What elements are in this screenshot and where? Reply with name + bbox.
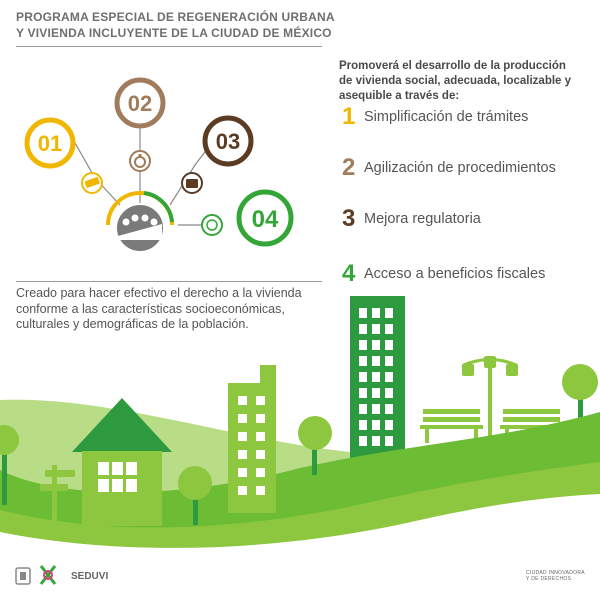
- building-window: [385, 308, 393, 318]
- building-window: [372, 388, 380, 398]
- list-item-3: [342, 206, 481, 232]
- list-label: Mejora regulatoria: [364, 211, 481, 227]
- building-window: [359, 388, 367, 398]
- building-window: [372, 308, 380, 318]
- building-window: [256, 414, 265, 423]
- description-line-3: culturales y demográficas de la población.: [16, 317, 249, 331]
- building-window: [238, 414, 247, 423]
- building-window: [385, 404, 393, 414]
- building-window: [256, 486, 265, 495]
- list-label: Acceso a beneficios fiscales: [364, 266, 546, 282]
- bubble-03: [205, 118, 251, 164]
- building-window: [359, 372, 367, 382]
- page-title: [16, 9, 346, 41]
- svg-text:01: 01: [37, 131, 63, 156]
- building-window: [372, 404, 380, 414]
- svg-text:03: 03: [215, 129, 241, 154]
- building-window: [238, 486, 247, 495]
- list-number: 3: [342, 205, 356, 232]
- building-window: [256, 432, 265, 441]
- building-window: [359, 356, 367, 366]
- slogan: [526, 570, 596, 582]
- building-window: [385, 436, 393, 446]
- building-window: [256, 450, 265, 459]
- slogan-line-1: CIUDAD INNOVADORA: [526, 570, 585, 576]
- list-item-2: [342, 155, 556, 181]
- intro-line-3: asequible a través de:: [339, 90, 460, 102]
- building-window: [372, 436, 380, 446]
- building-window: [359, 404, 367, 414]
- stopwatch-icon: [130, 151, 150, 171]
- bubble-04: [239, 192, 291, 244]
- list-label: Agilización de procedimientos: [364, 160, 556, 176]
- svg-text:04: 04: [251, 206, 279, 233]
- building-window: [372, 324, 380, 334]
- building-window: [359, 436, 367, 446]
- list-number: 1: [342, 103, 356, 130]
- description-line-1: Creado para hacer efectivo el derecho a la vivienda: [16, 286, 302, 300]
- street-lamp: [462, 356, 518, 444]
- building-window: [238, 432, 247, 441]
- list-number: 2: [342, 154, 356, 181]
- agency-name: SEDUVI: [71, 571, 109, 582]
- building-window: [372, 356, 380, 366]
- money-icon: [202, 215, 222, 235]
- building-window: [372, 340, 380, 350]
- svg-text:02: 02: [127, 91, 153, 116]
- building-window: [238, 450, 247, 459]
- building-window: [256, 468, 265, 477]
- intro-line-2: de vivienda social, adecuada, localizable y: [339, 75, 572, 87]
- process-diagram: [27, 80, 291, 252]
- list-number: 4: [342, 260, 356, 287]
- list-label: Simplificación de trámites: [364, 109, 529, 125]
- building-window: [238, 396, 247, 405]
- building-window: [385, 372, 393, 382]
- ticket-icon: [82, 173, 102, 193]
- description-divider: [16, 281, 322, 282]
- bubble-01: [27, 120, 73, 166]
- city-scene: [0, 296, 600, 600]
- intro-line-1: Promoverá el desarrollo de la producción: [339, 60, 566, 72]
- building-window: [385, 356, 393, 366]
- building-window: [385, 388, 393, 398]
- list-item-1: [342, 104, 528, 130]
- building-window: [238, 468, 247, 477]
- intro-text: [339, 59, 584, 104]
- title-divider: [16, 46, 322, 47]
- building-window: [359, 340, 367, 350]
- tall-building: [350, 296, 405, 466]
- description-text: [16, 286, 326, 333]
- building-window: [256, 396, 265, 405]
- bench-left: [420, 409, 483, 443]
- building-window: [359, 420, 367, 430]
- building-window: [385, 324, 393, 334]
- building-window: [359, 324, 367, 334]
- building-window: [359, 308, 367, 318]
- title-line-1: PROGRAMA ESPECIAL DE REGENERACIÓN URBANA: [16, 10, 335, 24]
- bubble-02: [117, 80, 163, 126]
- slogan-line-2: Y DE DERECHOS: [526, 576, 572, 582]
- mid-building: [228, 365, 276, 513]
- wallet-icon: [182, 173, 202, 193]
- building-window: [372, 420, 380, 430]
- list-item-4: [342, 261, 545, 287]
- building-window: [385, 340, 393, 350]
- building-window: [372, 372, 380, 382]
- building-window: [385, 420, 393, 430]
- description-line-2: conforme a las características socioeconómicas,: [16, 301, 285, 316]
- title-line-2: Y VIVIENDA INCLUYENTE DE LA CIUDAD DE MÉXICO: [16, 26, 332, 40]
